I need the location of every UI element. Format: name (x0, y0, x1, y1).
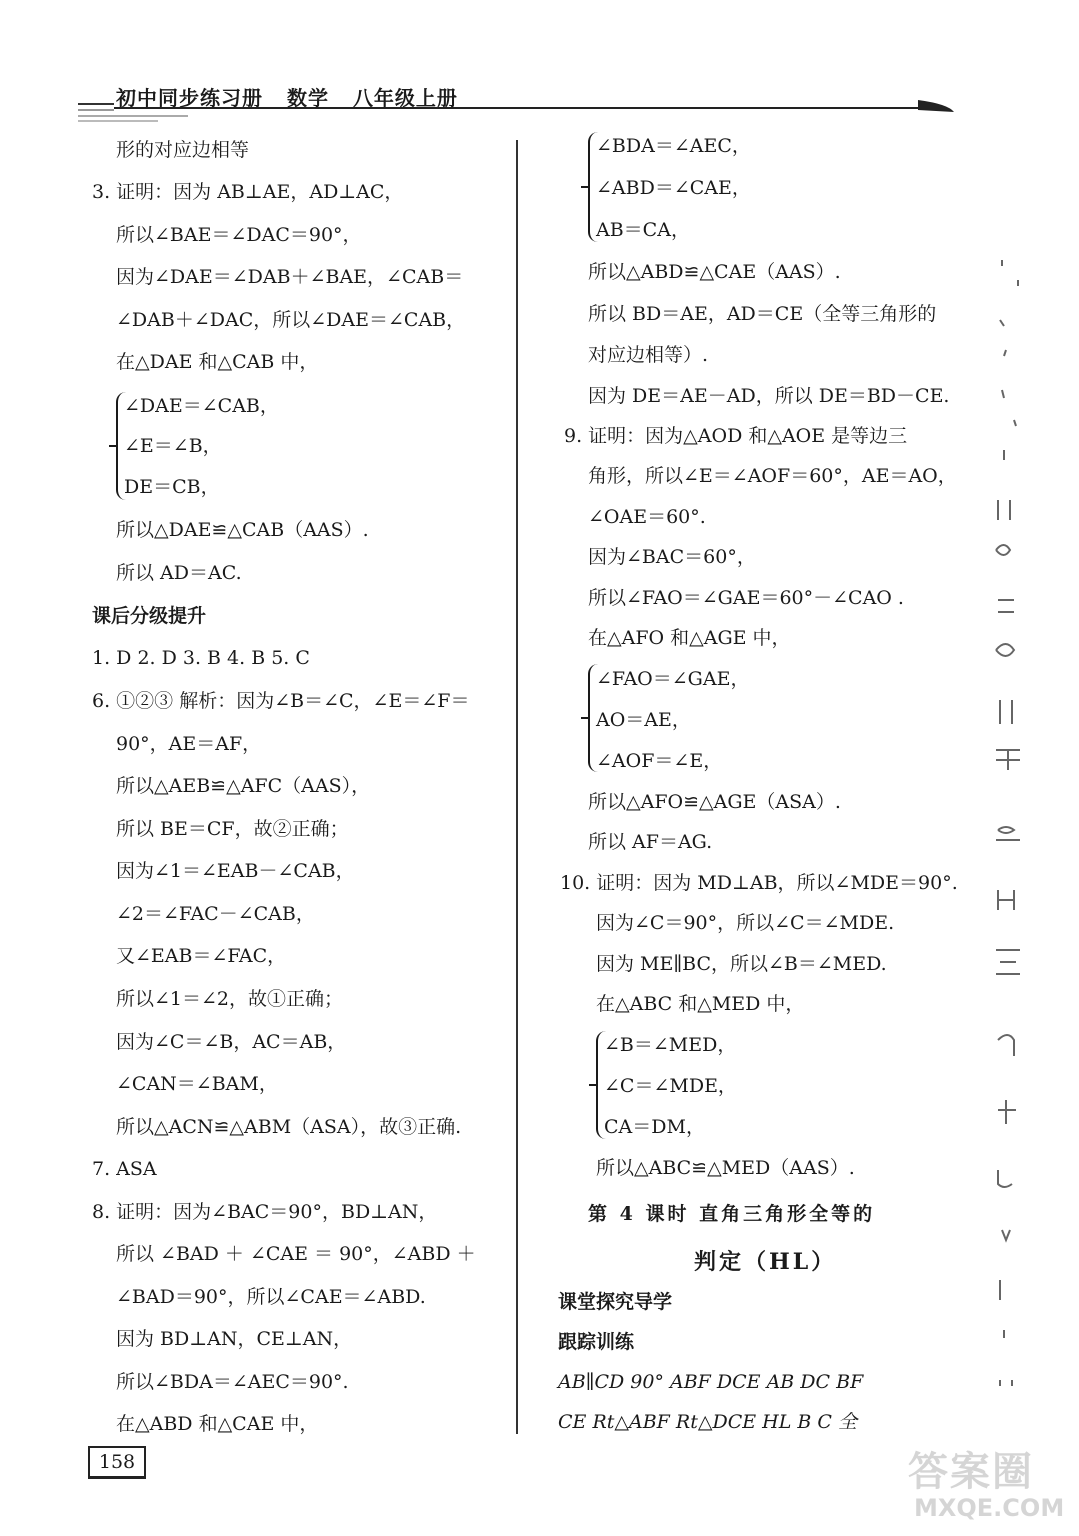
text-line: 所以∠BAE＝∠DAC＝90°， (116, 224, 362, 246)
grade: 八年级上册 (352, 86, 458, 110)
lesson-title-continued: 判定（HL） (694, 1249, 837, 1275)
brace-line: ∠ABD＝∠CAE， (596, 177, 751, 199)
text-line: 所以△ACN≌△ABM（ASA），故③正确. (116, 1116, 462, 1138)
page-bleed-decoration (990, 250, 1040, 1440)
section-heading: 课后分级提升 (92, 605, 207, 627)
text-line: 所以△DAE≌△CAB（AAS）. (116, 519, 369, 541)
text-line: 形的对应边相等 (116, 139, 250, 161)
text-line: ∠2＝∠FAC－∠CAB， (116, 903, 315, 925)
text-line: 90°，AE＝AF， (116, 733, 262, 755)
text-line: 因为∠C＝∠B，AC＝AB， (116, 1031, 347, 1053)
text-line: 所以∠1＝∠2，故①正确； (116, 988, 344, 1010)
brace-line: AO＝AE， (596, 709, 691, 731)
text-line: 因为∠DAE＝∠DAB＋∠BAE，∠CAB＝ (116, 266, 464, 288)
subject: 数学 (286, 86, 329, 110)
text-line: 在△ABC 和△MED 中， (596, 993, 805, 1015)
text-line: 又∠EAB＝∠FAC， (116, 945, 287, 967)
watermark (900, 1440, 1065, 1530)
text-line: 对应边相等）. (588, 344, 709, 366)
problem-3: 3. 证明：因为 AB⊥AE，AD⊥AC， (92, 181, 404, 203)
watermark-url: MXQE.COM (914, 1494, 1065, 1522)
text-line: 因为 ME∥BC，所以∠B＝∠MED. (596, 953, 887, 975)
brace-line: ∠B＝∠MED， (604, 1034, 737, 1056)
text-line: 因为∠1＝∠EAB－∠CAB， (116, 860, 355, 882)
text-line: 所以∠FAO＝∠GAE＝60°－∠CAO . (588, 587, 904, 609)
brace-line: CA＝DM， (604, 1116, 705, 1138)
text-line: 在△AFO 和△AGE 中， (588, 627, 791, 649)
text-line: 因为 DE＝AE－AD，所以 DE＝BD－CE. (588, 385, 950, 407)
brace-line: ∠E＝∠B， (124, 435, 222, 457)
watermark-logo: 答案圈 (908, 1449, 1034, 1495)
text-line: 所以△AFO≌△AGE（ASA）. (588, 791, 841, 813)
header-title (116, 82, 474, 111)
text-line: 所以 ∠BAD ＋ ∠CAE ＝ 90°，∠ABD ＋ (116, 1243, 476, 1265)
brace-line: ∠AOF＝∠E， (596, 750, 723, 772)
text-line: ∠BAD＝90°，所以∠CAE＝∠ABD. (116, 1286, 426, 1308)
text-line: 所以 BE＝CF，故②正确； (116, 818, 349, 840)
page-number: 158 (88, 1446, 146, 1479)
problem-9: 9. 证明：因为△AOD 和△AOE 是等边三 (564, 425, 908, 447)
text-line: 所以 AF＝AG. (588, 831, 713, 853)
text-line: 所以△ABC≌△MED（AAS）. (596, 1157, 855, 1179)
text-line: 所以 BD＝AE，AD＝CE（全等三角形的 (588, 303, 937, 325)
text-line: 因为∠C＝90°，所以∠C＝∠MDE. (596, 912, 895, 934)
text-line: ∠DAB＋∠DAC，所以∠DAE＝∠CAB， (116, 309, 466, 331)
subsection-heading: 跟踪训练 (558, 1331, 635, 1353)
text-line: 因为∠BAC＝60°， (588, 546, 756, 568)
problem-7: 7. ASA (92, 1158, 157, 1180)
text-line: 角形，所以∠E＝∠AOF＝60°，AE＝AO， (588, 465, 957, 487)
answer-line: CE Rt△ABF Rt△DCE HL B C 全 (558, 1411, 857, 1433)
text-line: 在△ABD 和△CAE 中， (116, 1413, 319, 1435)
section-heading: 课堂探究导学 (558, 1291, 673, 1313)
page-header (78, 78, 958, 128)
text-line: 所以△ABD≌△CAE（AAS）. (588, 261, 841, 283)
text-line: 所以∠BDA＝∠AEC＝90°. (116, 1371, 349, 1393)
brace-line: ∠C＝∠MDE， (604, 1075, 737, 1097)
column-divider (516, 140, 518, 1434)
problem-10: 10. 证明：因为 MD⊥AB，所以∠MDE＝90°. (560, 872, 958, 894)
brace-line: DE＝CB， (124, 476, 220, 498)
text-line: 因为 BD⊥AN，CE⊥AN， (116, 1328, 353, 1350)
text-line: ∠CAN＝∠BAM， (116, 1073, 278, 1095)
brace-line: ∠BDA＝∠AEC， (596, 135, 751, 157)
text-line: ∠OAE＝60°. (588, 506, 706, 528)
text-line: 所以 AD＝AC. (116, 562, 242, 584)
text-line: 在△DAE 和△CAB 中， (116, 351, 319, 373)
lesson-title: 第 4 课时 直角三角形全等的 (588, 1203, 876, 1225)
problem-8: 8. 证明：因为∠BAC＝90°，BD⊥AN， (92, 1201, 438, 1223)
brace-line: AB＝CA， (596, 219, 690, 241)
book-title: 初中同步练习册 (116, 86, 263, 110)
answers-1-5: 1. D 2. D 3. B 4. B 5. C (92, 647, 310, 669)
problem-6: 6. ①②③ 解析：因为∠B＝∠C，∠E＝∠F＝ (92, 690, 470, 712)
answer-line: AB∥CD 90° ABF DCE AB DC BF (558, 1371, 864, 1393)
brace-line: ∠FAO＝∠GAE， (596, 668, 750, 690)
text-line: 所以△AEB≌△AFC（AAS）， (116, 775, 371, 797)
brace-line: ∠DAE＝∠CAB， (124, 395, 279, 417)
